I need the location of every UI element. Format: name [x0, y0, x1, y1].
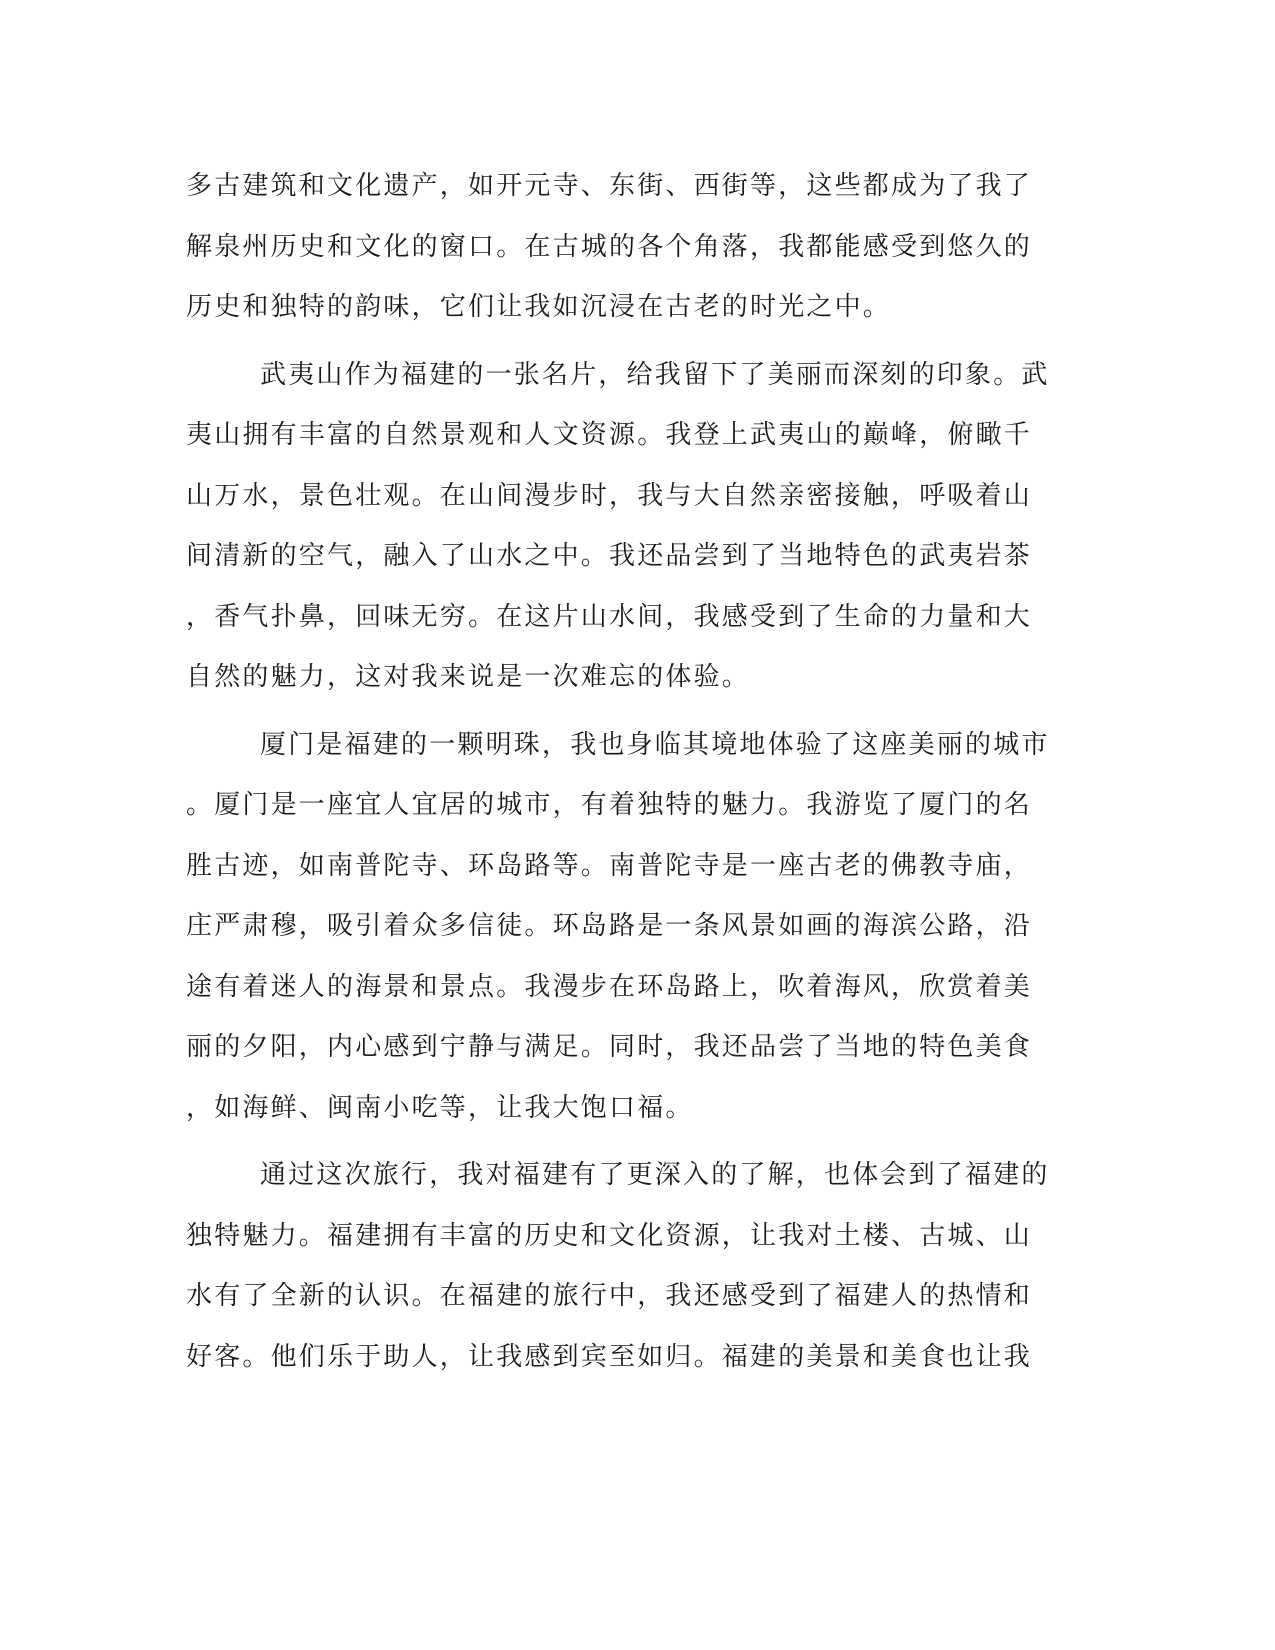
- text-line: 通过这次旅行，我对福建有了更深入的了解，也体会到了福建的: [260, 1160, 1050, 1190]
- text-line: 武夷山作为福建的一张名片，给我留下了美丽而深刻的印象。武: [260, 359, 1050, 390]
- text-line: 多古建筑和文化遗产，如开元寺、东街、西街等，这些都成为了我了: [186, 171, 1033, 201]
- paragraph-xiamen: [186, 715, 1066, 1139]
- text-line: 历史和独特的韵味，它们让我如沉浸在古老的时光之中。: [186, 292, 892, 322]
- text-line: 好客。他们乐于助人，让我感到宾至如归。福建的美景和美食也让我: [186, 1341, 1033, 1372]
- paragraph-conclusion: [186, 1145, 1066, 1387]
- text-line: 独特魅力。福建拥有丰富的历史和文化资源，让我对土楼、古城、山: [186, 1220, 1033, 1251]
- text-line: 解泉州历史和文化的窗口。在古城的各个角落，我都能感受到悠久的: [186, 231, 1033, 262]
- text-line: 途有着迷人的海景和景点。我漫步在环岛路上，吹着海风，欣赏着美: [186, 971, 1033, 1002]
- text-line: 丽的夕阳，内心感到宁静与满足。同时，我还品尝了当地的特色美食: [186, 1032, 1033, 1062]
- text-line: 自然的魅力，这对我来说是一次难忘的体验。: [186, 662, 751, 692]
- text-line: 山万水，景色壮观。在山间漫步时，我与大自然亲密接触，呼吸着山: [186, 480, 1033, 511]
- text-line: 胜古迹，如南普陀寺、环岛路等。南普陀寺是一座古老的佛教寺庙，: [186, 850, 1033, 881]
- body-text: [186, 156, 1066, 1387]
- text-line: 夷山拥有丰富的自然景观和人文资源。我登上武夷山的巅峰，俯瞰千: [186, 420, 1033, 450]
- text-line: 厦门是福建的一颗明珠，我也身临其境地体验了这座美丽的城市: [260, 729, 1050, 760]
- paragraph-wuyishan: [186, 345, 1066, 708]
- text-line: ，香气扑鼻，回味无穷。在这片山水间，我感受到了生命的力量和大: [186, 601, 1033, 632]
- text-line: 水有了全新的认识。在福建的旅行中，我还感受到了福建人的热情和: [186, 1281, 1033, 1311]
- text-line: 。厦门是一座宜人宜居的城市，有着独特的魅力。我游览了厦门的名: [186, 790, 1033, 820]
- text-line: 间清新的空气，融入了山水之中。我还品尝到了当地特色的武夷岩茶: [186, 541, 1033, 571]
- paragraph-quanzhou-continued: [186, 156, 1066, 338]
- text-line: ，如海鲜、闽南小吃等，让我大饱口福。: [186, 1092, 694, 1123]
- text-line: 庄严肃穆，吸引着众多信徒。环岛路是一条风景如画的海滨公路，沿: [186, 911, 1033, 941]
